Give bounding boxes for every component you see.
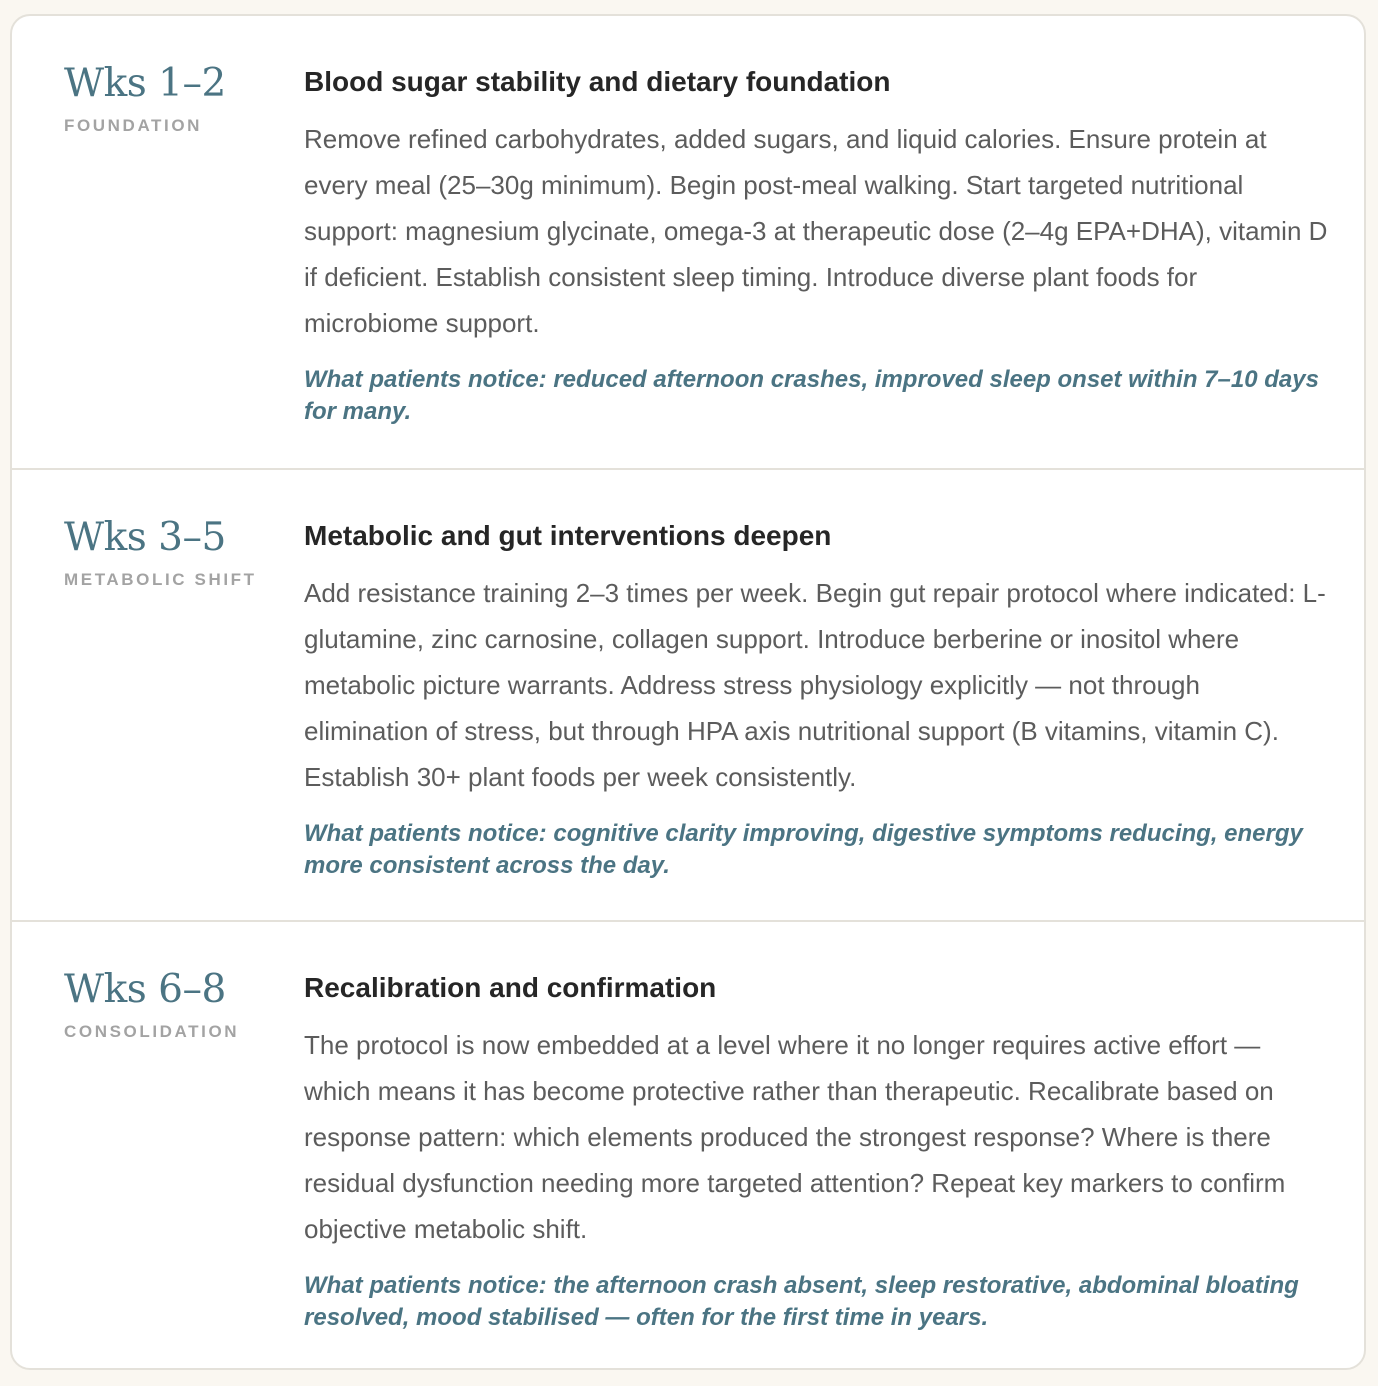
phase-patient-notice: What patients notice: cognitive clarity improving, digestive symptoms reducing, energy more consistent across the day. (304, 820, 1303, 879)
phase-weeks-3-5 (12, 468, 1364, 920)
phase-stage-label: FOUNDATION (64, 116, 203, 135)
phase-weeks-6-8 (12, 920, 1364, 1370)
protocol-timeline-card (10, 14, 1366, 1370)
phase-stage-label: CONSOLIDATION (64, 1022, 240, 1041)
phase-heading: Recalibration and confirmation (304, 972, 717, 1003)
phase-patient-notice: What patients notice: the afternoon crash absent, sleep restorative, abdominal bloating resolved, mood stabilised — often for the first time in years. (304, 1272, 1299, 1331)
phase-heading: Metabolic and gut interventions deepen (304, 520, 832, 551)
phase-content (304, 518, 1328, 882)
phase-weeks-label: Wks 3–5 (64, 515, 226, 560)
phase-description: The protocol is now embedded at a level where it no longer requires active effort — which means it has become protective rather than therapeutic. Recalibrate based on response pattern: which elements produced the strongest response? Where is there residual dysfunction needing more targeted attention? Repeat key markers to confirm objective metabolic shift. (304, 1030, 1286, 1244)
phase-stage-label: METABOLIC SHIFT (64, 570, 257, 589)
phase-patient-notice: What patients notice: reduced afternoon crashes, improved sleep onset within 7–10 days for many. (304, 366, 1319, 425)
phase-content (304, 64, 1328, 428)
phase-weeks-label: Wks 1–2 (64, 61, 226, 106)
phase-description: Add resistance training 2–3 times per week. Begin gut repair protocol where indicated: L-glutamine, zinc carnosine, collagen support. Introduce berberine or inositol where metabolic picture warrants. Address stress physiology explicitly — not through elimination of stress, but through HPA axis nutritional support (B vitamins, vitamin C). Establish 30+ plant foods per week consistently. (304, 578, 1326, 792)
phase-weeks-label: Wks 6–8 (64, 967, 226, 1012)
phase-heading: Blood sugar stability and dietary foundation (304, 66, 891, 97)
phase-description: Remove refined carbohydrates, added sugars, and liquid calories. Ensure protein at every meal (25–30g minimum). Begin post-meal walking. Start targeted nutritional support: magnesium glycinate, omega-3 at therapeutic dose (2–4g EPA+DHA), vitamin D if deficient. Establish consistent sleep timing. Introduce diverse plant foods for microbiome support. (304, 124, 1328, 338)
phase-weeks-1-2 (12, 16, 1364, 468)
phase-content (304, 970, 1328, 1334)
